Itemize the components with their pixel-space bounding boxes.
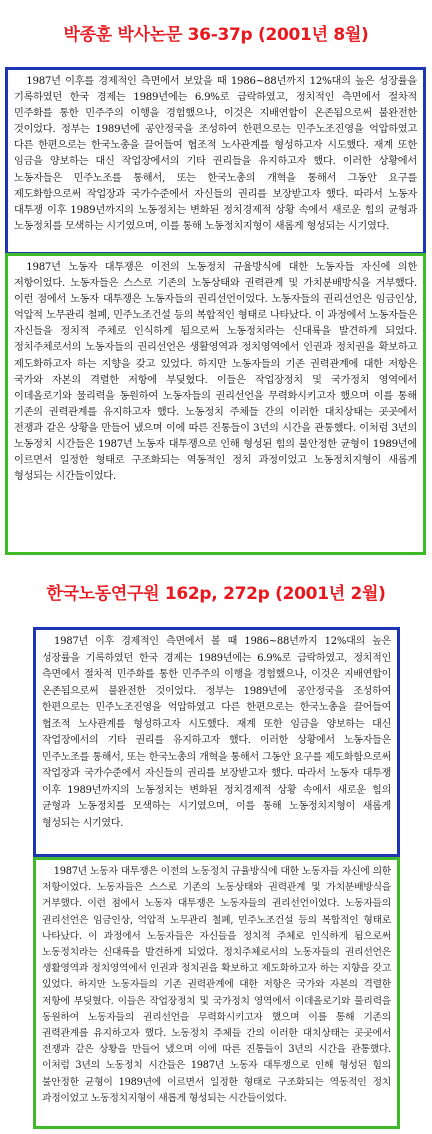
section-1-paragraph-a-box — [5, 67, 426, 255]
section-2-title: 한국노동연구원 162p, 272p (2001년 2월) — [46, 584, 386, 604]
section-2-paragraph-b-box — [33, 857, 400, 1129]
section-1-paragraph-b: 1987년 노동자 대투쟁은 이전의 노동정치 규율방식에 대한 노동자들 자신에 의한 저항이었다. 노동자들은 스스로 기존의 노동상태와 권력관계 및 가치분배방식을 거부했다. 이런 점에서 노동자 대투쟁은 노동자들의 권리선언이었다. 노동자들의 권리선언은 임금인상, 억압적 노무관리 철폐, 민주노조건설 등의 복합적인 형태로 나타났다. 이 과정에서 노동자들은 자신들을 정치적 주체로 인식하게 됨으로써 노동정치라는 신대륙을 발견하게 되었다. 정치주체로서의 노동자들의 권리선언은 생활영역과 정치영역에서 인권과 정치권을 확보하고 제도화하고자 하는 지향을 갖고 있었다. 하지만 노동자들의 기존 권력관계에 대한 저항은 국가와 자본의 격렬한 저항에 부딪혔다. 이들은 작업장정치 및 국가정치 영역에서 이데올로기와 물리력을 동원하여 노동자들의 권리선언을 무력화시키고자 했으며 이를 통해 기존의 권력관계를 유지하고자 했다. 노동정치 주체들 간의 이러한 대치상태는 곳곳에서 전쟁과 같은 상황을 만들어 냈으며 이에 따른 진통들이 3년의 시간을 관통했다. 이처럼 3년의 노동정치 시간들은 1987년 노동자 대투쟁으로 인해 형성된 힘의 불안정한 균형이 1989년에 이르면서 일정한 형태로 구조화되는 역동적인 정치 과정이었고 노동정치지형이 새롭게 형성되는 시간들이었다. — [14, 262, 417, 483]
section-2-paragraph-b: 1987년 노동자 대투쟁은 이전의 노동정치 규율방식에 대한 노동자들 자신에 의한 저항이었다. 노동자들은 스스로 기존의 노동상태와 권력관계 및 가치분배방식을 거부했다. 이런 점에서 노동자 대투쟁은 노동자들의 권리선언이었다. 노동자들의 권리선언은 임금인상, 억압적 노무관리 철폐, 민주노조건설 등의 복합적인 형태로 나타났다. 이 과정에서 노동자들은 자신들을 정치적 주체로 인식하게 됨으로써 노동정치라는 신대륙을 발견하게 되었다. 정치주체로서의 노동자들의 권리선언은 생활영역과 정치영역에서 인권과 정치권을 확보하고 제도화하고자 하는 지향을 갖고 있었다. 하지만 노동자들의 기존 권력관계에 대한 저항은 국가와 자본의 격렬한 저항에 부딪혔다. 이들은 작업장정치 및 국가정치 영역에서 이데올로기와 물리력을 동원하여 노동자들의 권리선언을 무력화시키고자 했으며 이를 통해 기존의 권력관계를 유지하고자 했다. 노동정치 주체들 간의 이러한 대치상태는 곳곳에서 전쟁과 같은 상황을 만들어 냈으며 이에 따른 진통들이 3년의 시간을 관통했다. 이처럼 3년의 노동정치 시간들은 1987년 노동자 대투쟁으로 인해 형성된 힘의 불안정한 균형이 1989년에 이르면서 일정한 형태로 구조화되는 역동적인 정치 과정이었고 노동정치지형이 새롭게 형성되는 시간들이었다. — [42, 866, 391, 1104]
section-2-paragraph-a-box — [33, 627, 400, 857]
section-1-title: 박종훈 박사논문 36-37p (2001년 8월) — [63, 25, 369, 45]
section-1-paragraph-a: 1987년 이후를 경제적인 측면에서 보았을 때 1986~88년까지 12%대의 높은 성장률을 기록하였던 한국 경제는 1989년에는 6.9%로 급락하였고, 정치적인 측면에서 절차적 민주화를 통한 민주주의 이행을 경험했으나, 이것은 지배연합이 온존됨으로써 불완전한 것이었다. 정부는 1989년에 공안정국을 조성하여 한편으로는 민주노조진영을 억압하였고 다른 한편으로는 한국노총을 끌어들여 협조적 노사관계를 형성하고자 시도했다. 재계 또한 임금을 양보하는 대신 작업장에서의 기타 권리들을 유지하고자 했다. 이러한 상황에서 노동자들은 민주노조를 통해서, 또는 한국노총의 개혁을 통해서 그동안 요구를 제도화함으로써 작업장과 국가수준에서 자신들의 권리를 보장받고자 했다. 따라서 노동자 대투쟁 이후 1989년까지의 노동정치는 변화된 정치경제적 상황 속에서 새로운 힘의 균형과 노동정치를 모색하는 시기였으며, 이를 통해 노동정치지형이 새롭게 형성되는 시기였다. — [14, 76, 417, 232]
section-1-paragraph-b-box — [5, 253, 426, 555]
section-2-paragraph-a: 1987년 이후 경제적인 측면에서 볼 때 1986~88년까지 12%대의 높은 성장률을 기록하였던 한국 경제는 1989년에는 6.9%로 급락하였고, 정치적인 측면에서 절차적 민주화를 통한 민주주의 이행을 경험했으나, 이것은 지배연합이 온존됨으로써 불완전한 것이었다. 정부는 1989년에 공안정국을 조성하여 한편으로는 민주노조진영을 억압하였고 다른 한편으로는 한국노총을 끌어들여 협조적 노사관계를 형성하고자 시도했다. 재계 또한 임금을 양보하는 대신 작업장에서의 기타 권리를 유지하고자 했다. 이러한 상황에서 노동자들은 민주노조를 통해서, 또는 한국노총의 개혁을 통해서 그동안 요구를 제도화함으로써 작업장과 국가수준에서 자신들의 권리를 보장받고자 했다. 따라서 노동자 대투쟁 이후 1989년까지의 노동정치는 변화된 정치경제적 상황 속에서 새로운 힘의 균형과 노동정치를 모색하는 시기였으며, 이를 통해 노동정치지형이 새롭게 형성되는 시기였다. — [42, 636, 391, 829]
